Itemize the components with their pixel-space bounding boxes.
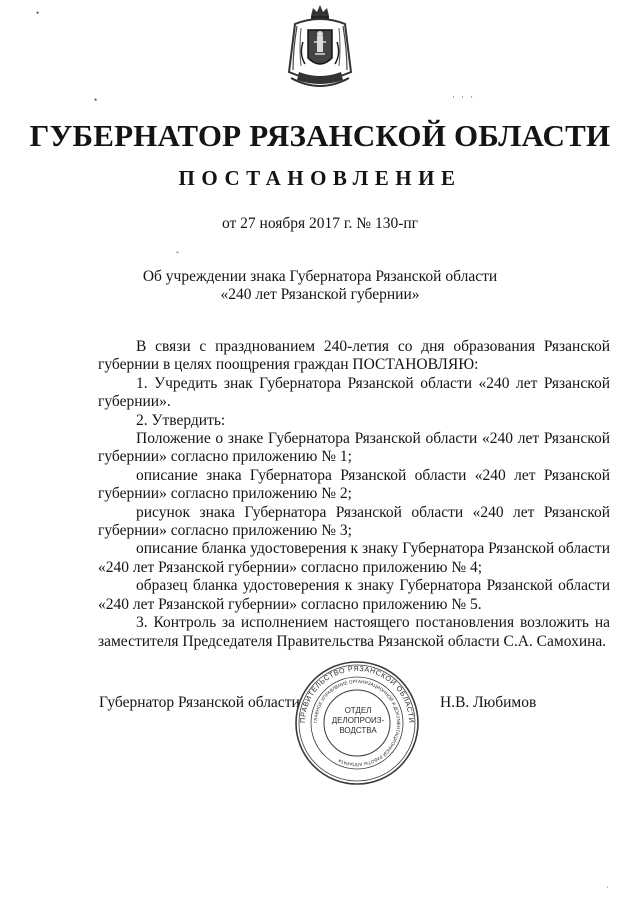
- signature-role: Губернатор Рязанской области: [99, 694, 300, 711]
- scan-speck: ···: [452, 92, 479, 102]
- body-item-2-1: Положение о знаке Губернатора Рязанской области «240 лет Рязанской губернии» согласно приложению № 1;: [98, 430, 610, 466]
- body-intro: В связи с празднованием 240-летия со дня образования Рязанской губернии в целях поощрения граждан ПОСТАНОВЛЯЮ:: [98, 338, 610, 374]
- decree-date-number: от 27 ноября 2017 г. № 130-пг: [221, 215, 419, 232]
- body-item-1: 1. Учредить знак Губернатора Рязанской области «240 лет Рязанской губернии».: [98, 374, 610, 411]
- signature-name: Н.В. Любимов: [440, 694, 537, 711]
- scan-speck: •: [94, 95, 98, 105]
- document-type: ПОСТАНОВЛЕНИЕ: [178, 166, 462, 190]
- body-item-2-3: рисунок знака Губернатора Рязанской области «240 лет Рязанской губернии» согласно приложению № 3;: [98, 503, 610, 540]
- decree-subject: [100, 268, 540, 304]
- body-item-2: 2. Утвердить:: [136, 411, 226, 429]
- subject-line-2: «240 лет Рязанской губернии»: [220, 286, 420, 303]
- stamp-inner-line-1: ОТДЕЛ: [344, 706, 372, 715]
- stamp-inner-text: [330, 706, 386, 736]
- scan-speck: •: [36, 8, 40, 18]
- body-item-3: 3. Контроль за исполнением настоящего постановления возложить на заместителя Председателя Правительства Рязанской области С.А. Самохина.: [98, 614, 610, 650]
- body-item-2-5: образец бланка удостоверения к знаку Губернатора Рязанской области «240 лет Рязанской губернии» согласно приложению № 5.: [98, 577, 610, 613]
- stamp-inner-line-3: ВОДСТВА: [339, 726, 377, 735]
- scan-speck: ˌ: [606, 878, 609, 888]
- scan-speck: ˇ: [176, 250, 179, 260]
- body-item-2-2: описание знака Губернатора Рязанской области «240 лет Рязанской губернии» согласно приложению № 2;: [98, 466, 610, 503]
- stamp-inner-line-2: ДЕЛОПРОИЗ-: [331, 716, 385, 725]
- body-item-2-4: описание бланка удостоверения к знаку Губернатора Рязанской области «240 лет Рязанской губернии» согласно приложению № 4;: [98, 540, 610, 576]
- stamp-outer-text: ПРАВИТЕЛЬСТВО РЯЗАНСКОЙ ОБЛАСТИ: [297, 663, 417, 724]
- governor-title: ГУБЕРНАТОР РЯЗАНСКОЙ ОБЛАСТИ: [29, 118, 611, 153]
- stamp-middle-text: ГЛАВНОЕ УПРАВЛЕНИЕ ОРГАНИЗАЦИОННОЙ И ДОКУМЕНТАЦИОННОЙ РАБОТЫ АППАРАТА: [312, 678, 402, 768]
- coat-of-arms-icon: [281, 2, 359, 96]
- subject-line-1: Об учреждении знака Губернатора Рязанской области: [142, 268, 498, 285]
- decree-body: [98, 338, 610, 651]
